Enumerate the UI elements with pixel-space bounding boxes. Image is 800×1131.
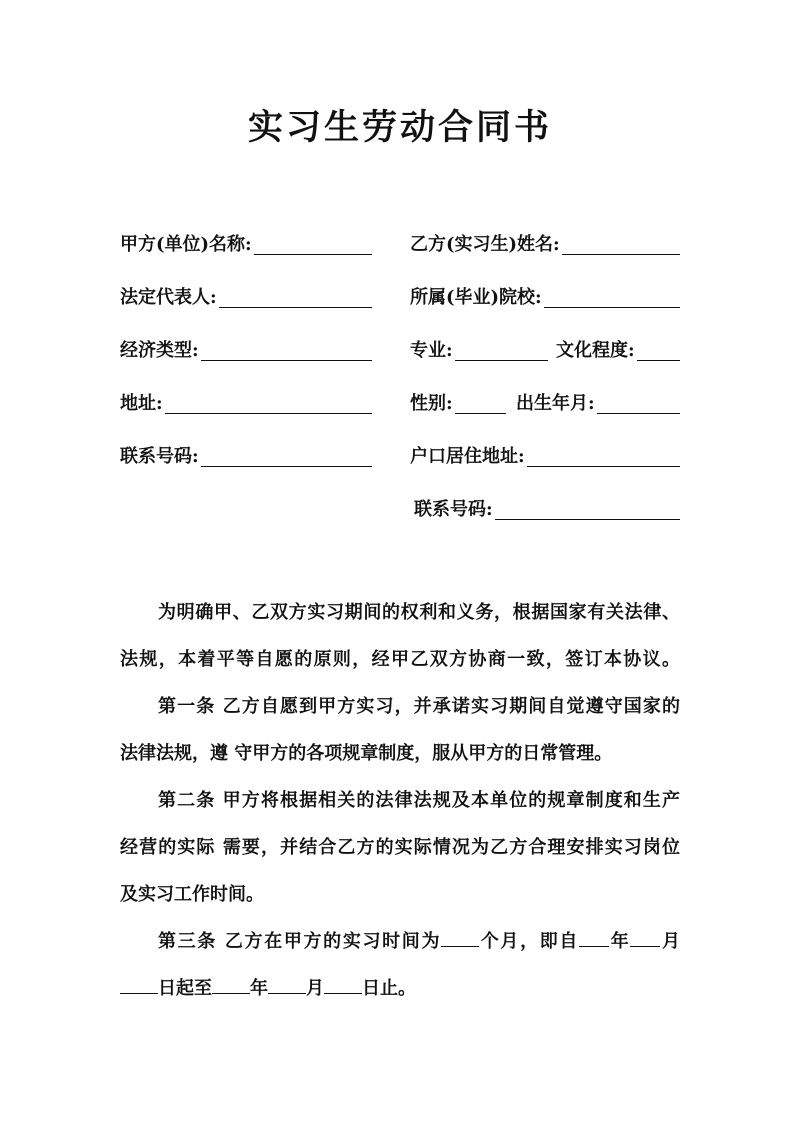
education-label: 文化程度: — [556, 340, 635, 361]
start-year-blank[interactable] — [579, 928, 609, 947]
household-address-label: 户口居住地址: — [410, 446, 525, 467]
household-address-field — [410, 442, 680, 468]
address-input[interactable] — [165, 395, 372, 414]
gender-input[interactable] — [455, 395, 506, 414]
article-1-line-2: 法律法规，遵 守甲方的各项规章制度，服从甲方的日常管理。 — [120, 743, 613, 764]
intro-line-1: 为明确甲、乙双方实习期间的权利和义务，根据国家有关法律、 — [158, 602, 680, 623]
article-3-year-2: 年 — [250, 978, 268, 999]
legal-rep-input[interactable] — [219, 289, 372, 308]
end-year-blank[interactable] — [212, 975, 250, 994]
education-field — [556, 336, 680, 362]
article-3-paragraph — [120, 918, 680, 1012]
address-label: 地址: — [120, 393, 163, 414]
intro-line-2: 法规，本着平等自愿的原则，经甲乙双方协商一致，签订本协议。 — [120, 649, 680, 670]
birth-input[interactable] — [597, 395, 680, 414]
legal-rep-label: 法定代表人: — [120, 287, 217, 308]
article-3-prefix: 第三条 乙方在甲方的实习时间为 — [158, 931, 442, 952]
article-3-month-2: 月 — [306, 978, 324, 999]
phone-a-field — [120, 442, 372, 468]
end-day-blank[interactable] — [324, 975, 362, 994]
birth-label: 出生年月: — [516, 393, 595, 414]
intro-paragraph — [120, 589, 680, 683]
address-field — [120, 389, 372, 415]
economy-type-input[interactable] — [201, 342, 372, 361]
household-address-input[interactable] — [527, 448, 680, 467]
article-3-year: 年 — [609, 931, 631, 952]
party-a-name-input[interactable] — [254, 236, 372, 255]
article-3-day-from: 日起至 — [158, 978, 212, 999]
major-input[interactable] — [455, 342, 548, 361]
article-2-line-1: 第二条 甲方将根据相关的法律法规及本单位的规章制度和生产 — [158, 790, 680, 811]
start-day-blank[interactable] — [120, 975, 158, 994]
major-field — [410, 336, 548, 362]
article-1-paragraph — [120, 683, 680, 777]
gender-label: 性别: — [410, 393, 453, 414]
article-2-paragraph — [120, 777, 680, 918]
article-1-line-1: 第一条 乙方自愿到甲方实习，并承诺实习期间自觉遵守国家的 — [158, 696, 680, 717]
party-a-name-label: 甲方(单位)名称: — [120, 234, 252, 255]
phone-a-input[interactable] — [201, 448, 372, 467]
birth-field — [516, 389, 680, 415]
education-input[interactable] — [637, 342, 680, 361]
major-label: 专业: — [410, 340, 453, 361]
phone-b-input[interactable] — [495, 501, 680, 520]
article-3-line-1 — [120, 918, 680, 965]
phone-b-field — [414, 495, 680, 521]
party-b-name-label: 乙方(实习生)姓名: — [410, 234, 560, 255]
article-2-line-3: 及实习工作时间。 — [120, 884, 264, 905]
document-title: 实习生劳动合同书 — [247, 107, 552, 148]
article-3-day-end: 日止。 — [362, 978, 416, 999]
phone-b-label: 联系号码: — [414, 499, 493, 520]
economy-type-label: 经济类型: — [120, 340, 199, 361]
gender-field — [410, 389, 506, 415]
article-3-months: 个月，即自 — [479, 931, 580, 952]
article-3-line-2 — [120, 965, 680, 1012]
legal-rep-field — [120, 283, 372, 309]
start-month-blank[interactable] — [630, 928, 660, 947]
school-input[interactable] — [544, 289, 680, 308]
school-label: 所属(毕业)院校: — [410, 287, 542, 308]
phone-a-label: 联系号码: — [120, 446, 199, 467]
party-a-name-field — [120, 230, 372, 256]
months-blank[interactable] — [441, 928, 479, 947]
party-b-name-field — [410, 230, 680, 256]
economy-type-field — [120, 336, 372, 362]
end-month-blank[interactable] — [268, 975, 306, 994]
article-3-month: 月 — [660, 931, 681, 952]
article-2-line-2: 经营的实际 需要，并结合乙方的实际情况为乙方合理安排实习岗位 — [120, 837, 680, 858]
school-field — [410, 283, 680, 309]
party-b-name-input[interactable] — [562, 236, 680, 255]
